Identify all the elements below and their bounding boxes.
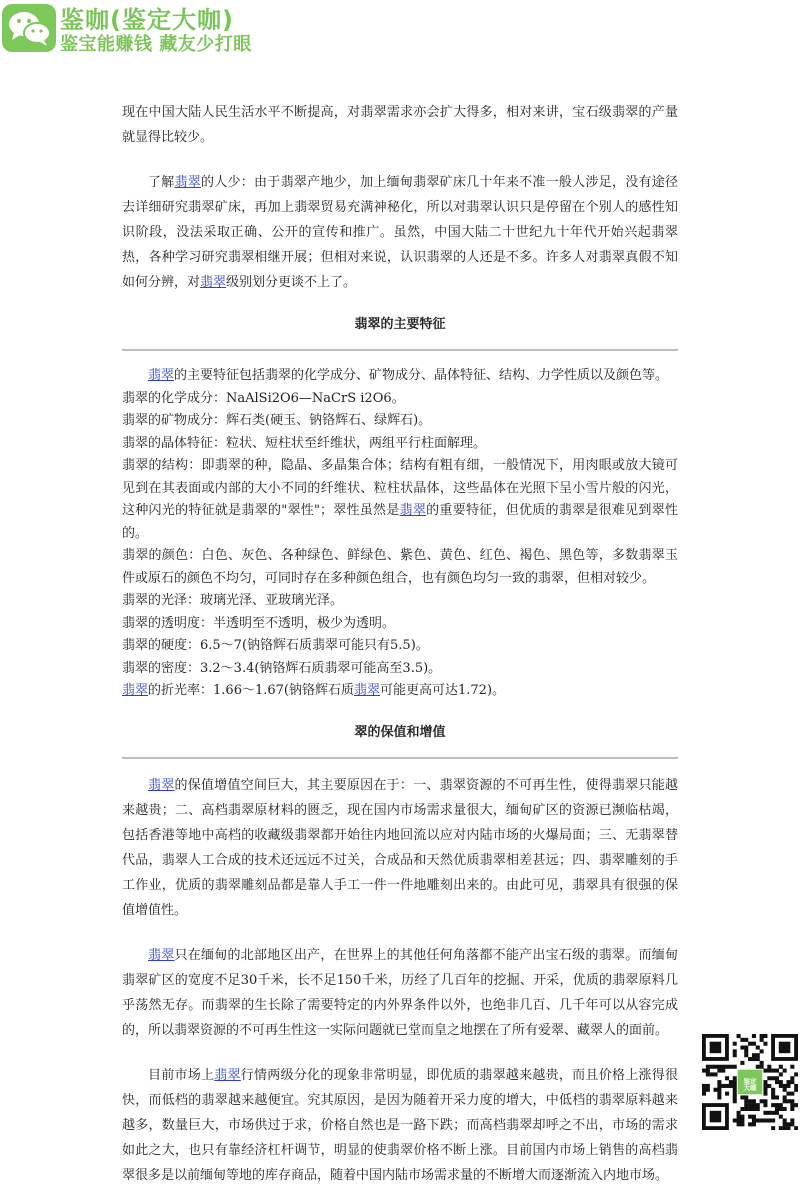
paragraph-text: 目前市场上 [148, 1067, 215, 1083]
features-lead [122, 365, 678, 388]
jadeite-link[interactable]: 翡翠 [148, 947, 175, 963]
jadeite-link[interactable]: 翡翠 [399, 503, 427, 518]
feature-item: 翡翠的矿物成分：辉石类(硬玉、钠铬辉石、绿辉石)。 [122, 413, 432, 428]
jadeite-link[interactable]: 翡翠 [353, 683, 380, 698]
jadeite-link[interactable]: 翡翠 [174, 175, 202, 190]
value-section [122, 723, 678, 1188]
intro-paragraph-2 [122, 170, 678, 295]
qr-code [702, 1034, 798, 1130]
brand-title: 鉴咖(鉴定大咖) [60, 6, 234, 34]
qr-badge-text: 鉴定 [743, 1077, 757, 1086]
paragraph-text: 可能更高可达1.72)。 [380, 683, 506, 698]
feature-item: 翡翠的光泽：玻璃光泽、亚玻璃光泽。 [122, 593, 344, 608]
paragraph-text: 级别划分更谈不上了。 [226, 275, 357, 290]
section-divider [122, 757, 678, 759]
jadeite-link[interactable]: 翡翠 [148, 777, 175, 793]
intro-paragraph-1: 现在中国大陆人民生活水平不断提高，对翡翠需求亦会扩大得多，相对来讲，宝石级翡翠的产量就显得比较少。 [122, 105, 678, 145]
paragraph-text: 的主要特征包括翡翠的化学成分、矿物成分、晶体特征、结构、力学性质以及颜色等。 [174, 368, 669, 383]
wechat-icon [2, 4, 56, 52]
article-body [122, 100, 678, 1188]
feature-item: 翡翠的颜色：白色、灰色、各种绿色、鲜绿色、紫色、黄色、红色、褐色、黑色等，多数翡翠玉件或原石的颜色不均匀，可同时存在多种颜色组合，也有颜色均匀一致的翡翠，但相对较少。 [122, 548, 678, 586]
section-title: 翠的保值和增值 [354, 724, 446, 740]
qr-badge-text: 大咖 [743, 1084, 757, 1093]
feature-item [122, 680, 678, 703]
features-list [122, 365, 678, 703]
paragraph-text: 行情两级分化的现象非常明显，即优质的翡翠越来越贵，而且价格上涨得很快，而低档的翡翠越来越便宜。究其原因，是因为随着开采力度的增大，中低档的翡翠原料越来越多，数量巨大，市场供过于求，价格自然也是一路下跌；而高档翡翠却呼之不出，市场的需求如此之大，也只有靠经济杠杆调节，明显的使翡翠价格不断上涨。目前国内市场上销售的高档翡翠很多是以前缅甸等地的库存商品，随着中国内陆市场需求量的不断增大而逐渐流入内地市场。 [122, 1067, 678, 1183]
feature-item: 翡翠的晶体特征：粒状、短柱状至纤维状，两组平行柱面解理。 [122, 435, 487, 451]
paragraph-text: 的人少：由于翡翠产地少，加上缅甸翡翠矿床几十年来不准一般人涉足，没有途径去详细研究翡翠矿床，再加上翡翠贸易充满神秘化，所以对翡翠认识只是停留在个别人的感性知识阶段，没法采取正确、公开的宣传和推广。虽然，中国大陆二十世纪九十年代开始兴起翡翠热，各种学习研究翡翠相继开展；但相对来说，认识翡翠的人还是不多。许多人对翡翠真假不知如何分辨，对 [122, 175, 678, 290]
value-paragraph-1 [122, 773, 678, 923]
jadeite-link[interactable]: 翡翠 [214, 1067, 241, 1083]
brand-header [0, 0, 260, 60]
value-paragraph-2 [122, 943, 678, 1043]
jadeite-link[interactable]: 翡翠 [200, 275, 227, 290]
paragraph-text: 了解 [148, 175, 175, 190]
features-section [122, 315, 678, 703]
feature-item: 翡翠的化学成分：NaAlSi2O6—NaCrS i2O6。 [122, 390, 405, 406]
paragraph-text: 的重要特征，但优质的翡翠是很难见到翠性的。 [122, 503, 678, 541]
paragraph-text: 只在缅甸的北部地区出产，在世界上的其他任何角落都不能产出宝石级的翡翠。而缅甸翡翠矿区的宽度不足30千米，长不足150千米，历经了几百年的挖掘、开采，优质的翡翠原料几乎荡然无存。而翡翠的生长除了需要特定的内外界条件以外，也绝非几百、几千年可以从容完成的，所以翡翠资源的不可再生性这一实际问题就已堂而皇之地摆在了所有爱翠、藏翠人的面前。 [122, 947, 678, 1038]
section-title: 翡翠的主要特征 [354, 317, 446, 332]
paragraph-text: 翡翠的结构：即翡翠的种，隐晶、多晶集合体；结构有粗有细，一般情况下，用肉眼或放大镜可见到在其表面或内部的大小不同的纤维状、粒柱状晶体，这些晶体在光照下呈小雪片般的闪光，这种闪光的特征就是翡翠的"翠性"；翠性虽然是 [122, 458, 678, 518]
value-paragraph-3 [122, 1063, 678, 1188]
paragraph-text: 的折光率：1.66～1.67(钠铬辉石质 [148, 683, 354, 698]
paragraph-text: 的保值增值空间巨大，其主要原因在于：一、翡翠资源的不可再生性，使得翡翠只能越来越贵；二、高档翡翠原材料的匮乏，现在国内市场需求量很大，缅甸矿区的资源已濒临枯竭，包括香港等地中高档的收藏级翡翠都开始往内地回流以应对内陆市场的火爆局面；三、无翡翠替代品，翡翠人工合成的技术还远远不过关，合成品和天然优质翡翠相差甚远；四、翡翠雕刻的手工作业，优质的翡翠雕刻品都是靠人手工一件一件地雕刻出来的。由此可见，翡翠具有很强的保值增值性。 [122, 777, 678, 918]
brand-slogan: 鉴宝能赚钱 藏友少打眼 [60, 34, 252, 55]
qr-code-graphic [702, 1034, 798, 1130]
feature-item: 翡翠的密度：3.2～3.4(钠铬辉石质翡翠可能高至3.5)。 [122, 660, 442, 676]
feature-item: 翡翠的硬度：6.5～7(钠铬辉石质翡翠可能只有5.5)。 [122, 638, 429, 653]
jadeite-link[interactable]: 翡翠 [122, 683, 149, 698]
jadeite-link[interactable]: 翡翠 [148, 368, 175, 383]
feature-item [122, 455, 678, 545]
feature-item: 翡翠的透明度：半透明至不透明，极少为透明。 [122, 615, 396, 631]
section-divider [122, 349, 678, 351]
